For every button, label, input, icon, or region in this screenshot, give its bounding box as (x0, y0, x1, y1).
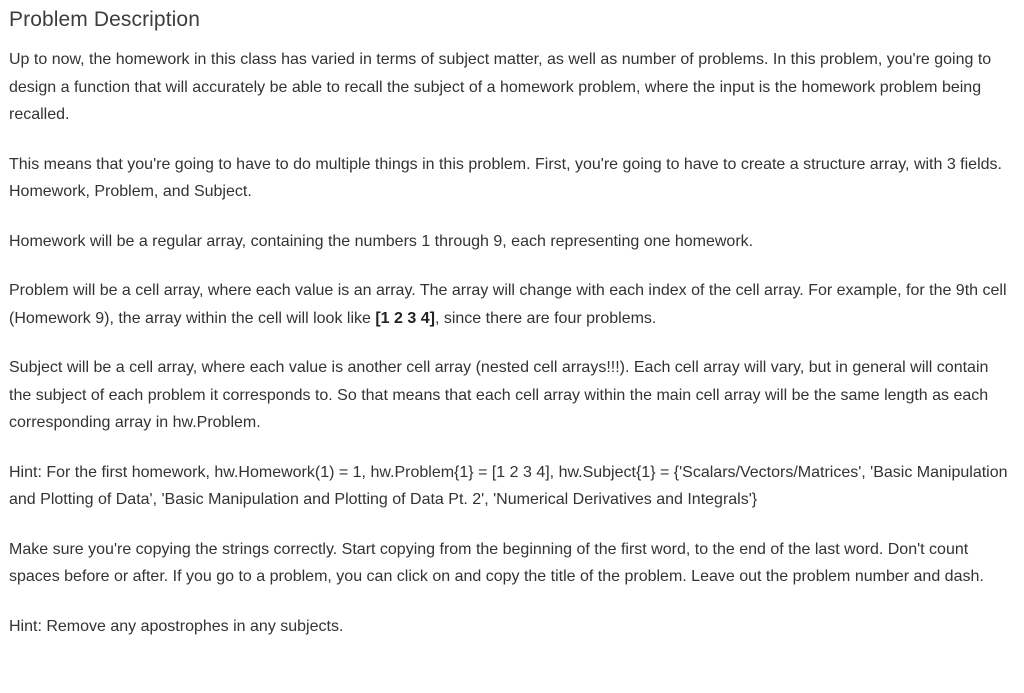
paragraph-problem-field (9, 277, 1009, 332)
paragraph-copying-instructions: Make sure you're copying the strings correctly. Start copying from the beginning of the first word, to the end of the last word. Don't count spaces before or after. If you go to a problem, you can click on and copy the title of the problem. Leave out the problem number and dash. (9, 540, 984, 585)
paragraph-hint-first-homework: Hint: For the first homework, hw.Homework(1) = 1, hw.Problem{1} = [1 2 3 4], hw.Subject{1} = {'Scalars/Vectors/Matrices', 'Basic Manipulation and Plotting of Data', 'Basic Manipulation and Plotting of Data Pt. 2', 'Numerical Derivatives and Integrals'} (9, 463, 1008, 508)
problem-field-text-start: Problem will be a cell array, where each value is an array. The array will change with each index of the cell array. For example, for the 9th cell (Homework 9), the array within the cell will look like (9, 282, 1007, 327)
paragraph-homework-field: Homework will be a regular array, containing the numbers 1 through 9, each representing one homework. (9, 232, 754, 250)
problem-array-example: [1 2 3 4] (375, 309, 435, 327)
paragraph-subject-field: Subject will be a cell array, where each value is another cell array (nested cell arrays!!!). Each cell array will vary, but in general will contain the subject of each problem it corresponds to. So that means that each cell array within the main cell array will be the same length as each corresponding array in hw.Problem. (9, 359, 989, 431)
paragraph-intro: Up to now, the homework in this class has varied in terms of subject matter, as well as number of problems. In this problem, you're going to design a function that will accurately be able to recall the subject of a homework problem, where the input is the homework problem being recalled. (9, 51, 992, 123)
problem-field-text-end: , since there are four problems. (434, 309, 657, 327)
paragraph-structure-array: This means that you're going to have to do multiple things in this problem. First, you're going to have to create a structure array, with 3 fields. Homework, Problem, and Subject. (9, 155, 1002, 200)
paragraph-hint-apostrophes: Hint: Remove any apostrophes in any subjects. (9, 617, 344, 635)
page-title: Problem Description (9, 8, 200, 31)
